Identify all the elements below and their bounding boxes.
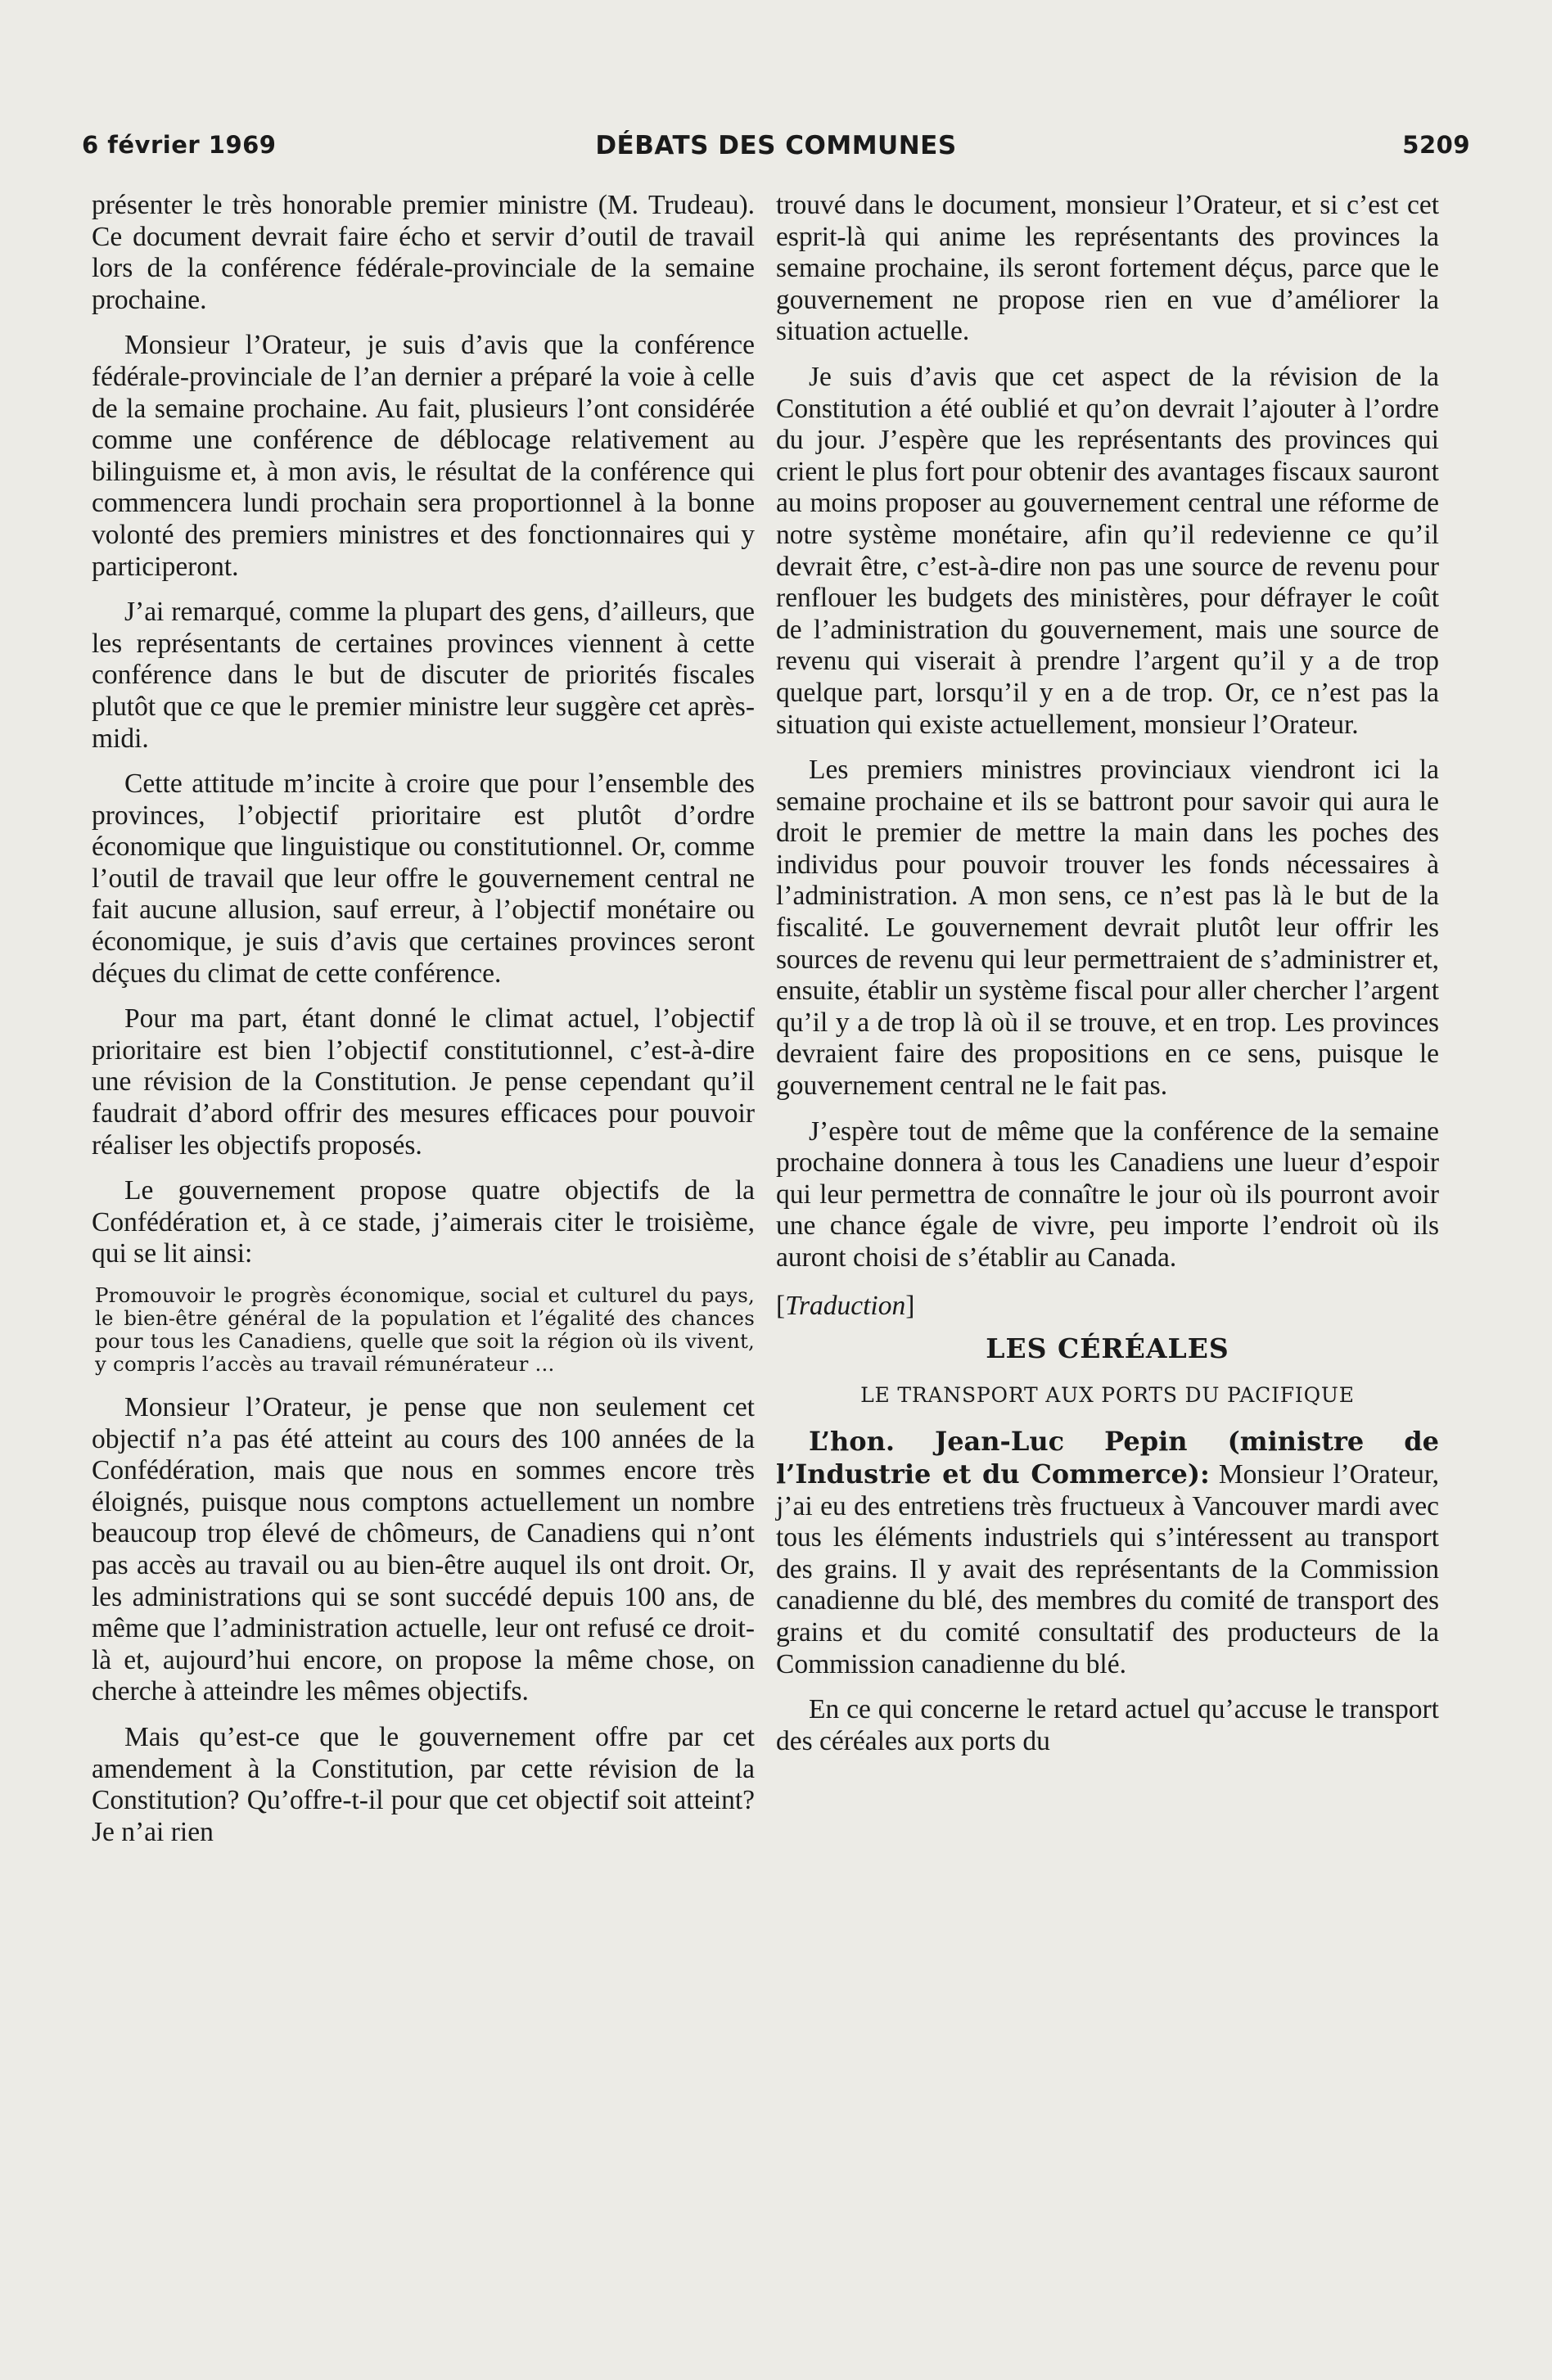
paragraph: Pour ma part, étant donné le climat actuel, l’objectif prioritaire est bien l’objectif constitutionnel, c’est-à-dire une révision de la Constitution. Je pense cependant qu’il faudrait d’abord offrir des mesures efficaces pour pouvoir réaliser les objectifs proposés. (92, 1003, 755, 1161)
header-page-number: 5209 (1402, 131, 1470, 159)
left-column (92, 190, 755, 1862)
paragraph: Le gouvernement propose quatre objectifs de la Confédération et, à ce stade, j’aimerais citer le troisième, qui se lit ainsi: (92, 1175, 755, 1269)
right-column (776, 190, 1439, 1771)
paragraph: En ce qui concerne le retard actuel qu’accuse le transport des céréales aux ports du (776, 1694, 1439, 1756)
translation-tag: [Traduction] (776, 1290, 915, 1321)
page-header (82, 131, 1470, 167)
paragraph: J’espère tout de même que la conférence de la semaine prochaine donnera à tous les Canadiens une lueur d’espoir qui leur permettra de connaître le jour où ils pourront avoir une chance égale de vivre, peu importe l’endroit où ils auront choisi de s’établir au Canada. (776, 1116, 1439, 1273)
paragraph: Monsieur l’Orateur, je pense que non seulement cet objectif n’a pas été atteint au cours des 100 années de la Confédération, mais que nous en sommes encore très éloignés, puisque nous comptons actuellement un nombre beaucoup trop élevé de chômeurs, de Canadiens qui n’ont pas accès au travail ou au bien-être auquel ils ont droit. Or, les administrations qui se sont succédé depuis 100 ans, de même que l’administration actuelle, leur ont refusé ce droit-là et, aujourd’hui encore, on propose la même chose, on cherche à atteindre les mêmes objectifs. (92, 1392, 755, 1707)
paragraph: Les premiers ministres provinciaux viendront ici la semaine prochaine et ils se battront pour savoir qui aura le droit le premier de mettre la main dans les poches des individus pour pouvoir trouver les fonds nécessaires à l’administration. A mon sens, ce n’est pas là le but de la fiscalité. Le gouvernement devrait plutôt leur offrir les sources de revenu qui leur permettraient de s’administrer et, ensuite, établir un système fiscal pour aller chercher l’argent qu’il y a de trop là où il se trouve, et en trop. Les provinces devraient faire des propositions en ce sens, puisque le gouvernement central ne le fait pas. (776, 755, 1439, 1102)
header-date: 6 février 1969 (82, 131, 277, 159)
section-subheading: LE TRANSPORT AUX PORTS DU PACIFIQUE (860, 1382, 1355, 1407)
paragraph: Mais qu’est-ce que le gouvernement offre par cet amendement à la Constitution, par cette révision de la Constitution? Qu’offre-t-il pour que cet objectif soit atteint? Je n’ai rien (92, 1721, 755, 1847)
paragraph: Je suis d’avis que cet aspect de la révision de la Constitution a été oublié et qu’on devrait l’ajouter à l’ordre du jour. J’espère que les représentants des provinces qui crient le plus fort pour obtenir des avantages fiscaux sauront au moins proposer au gouvernement central une réforme de notre système monétaire, afin qu’il redevienne ce qu’il devrait être, c’est-à-dire non pas une source de revenu pour renflouer les budgets des ministères, pour défrayer le coût de l’administration du gouvernement, mais une source de revenu qui viserait à prendre l’argent qu’il y a de trop quelque part, lorsqu’il y en a de trop. Or, ce n’est pas la situation qui existe actuellement, monsieur l’Orateur. (776, 361, 1439, 740)
translation-tag-text: Traduction (785, 1290, 906, 1321)
speaker-text: Monsieur l’Orateur, j’ai eu des entretiens très fructueux à Vancouver mardi avec tous les éléments industriels qui s’intéressent au transport des grains. Il y avait des représentants de la Commission canadienne du blé, des membres du comité de transport des grains et du comité consultatif des producteurs de la Commission canadienne du blé. (776, 1458, 1440, 1679)
paragraph: Cette attitude m’incite à croire que pour l’ensemble des provinces, l’objectif prioritaire est plutôt d’ordre économique que linguistique ou constitutionnel. Or, comme l’outil de travail que leur offre le gouvernement central ne fait aucune allusion, sauf erreur, à l’objectif monétaire ou économique, je suis d’avis que certaines provinces seront déçues du climat de cette conférence. (92, 769, 755, 989)
speaker-name: L’hon. Jean-Luc Pepin (ministre de l’Industrie et du Commerce): (776, 1426, 1439, 1490)
paragraph: Monsieur l’Orateur, je suis d’avis que la conférence fédérale-provinciale de l’an dernier a préparé la voie à celle de la semaine prochaine. Au fait, plusieurs l’ont considérée comme une conférence de déblocage relativement au bilinguisme et, à mon avis, le résultat de la conférence qui commencera lundi prochain sera proportionnel à la bonne volonté des premiers ministres et des fonctionnaires qui y participeront. (92, 330, 755, 582)
speaker-paragraph (776, 1426, 1439, 1680)
header-title: DÉBATS DES COMMUNES (595, 131, 957, 160)
section-heading: LES CÉRÉALES (986, 1332, 1229, 1365)
paragraph: J’ai remarqué, comme la plupart des gens, d’ailleurs, que les représentants de certaines provinces viennent à cette conférence dans le but de discuter de priorités fiscales plutôt que ce que le premier ministre leur suggère cet après-midi. (92, 597, 755, 754)
paragraph: trouvé dans le document, monsieur l’Orateur, et si c’est cet esprit-là qui anime les représentants des provinces la semaine prochaine, ils seront fortement déçus, parce que le gouvernement ne propose rien en vue d’améliorer la situation actuelle. (776, 190, 1439, 347)
block-quote: Promouvoir le progrès économique, social et culturel du pays, le bien-être général de la population et l’égalité des chances pour tous les Canadiens, quelle que soit la région où ils vivent, y compris l’accès au travail rémunérateur ... (95, 1283, 755, 1376)
paragraph: présenter le très honorable premier ministre (M. Trudeau). Ce document devrait faire écho et servir d’outil de travail lors de la conférence fédérale-provinciale de la semaine prochaine. (92, 190, 755, 315)
